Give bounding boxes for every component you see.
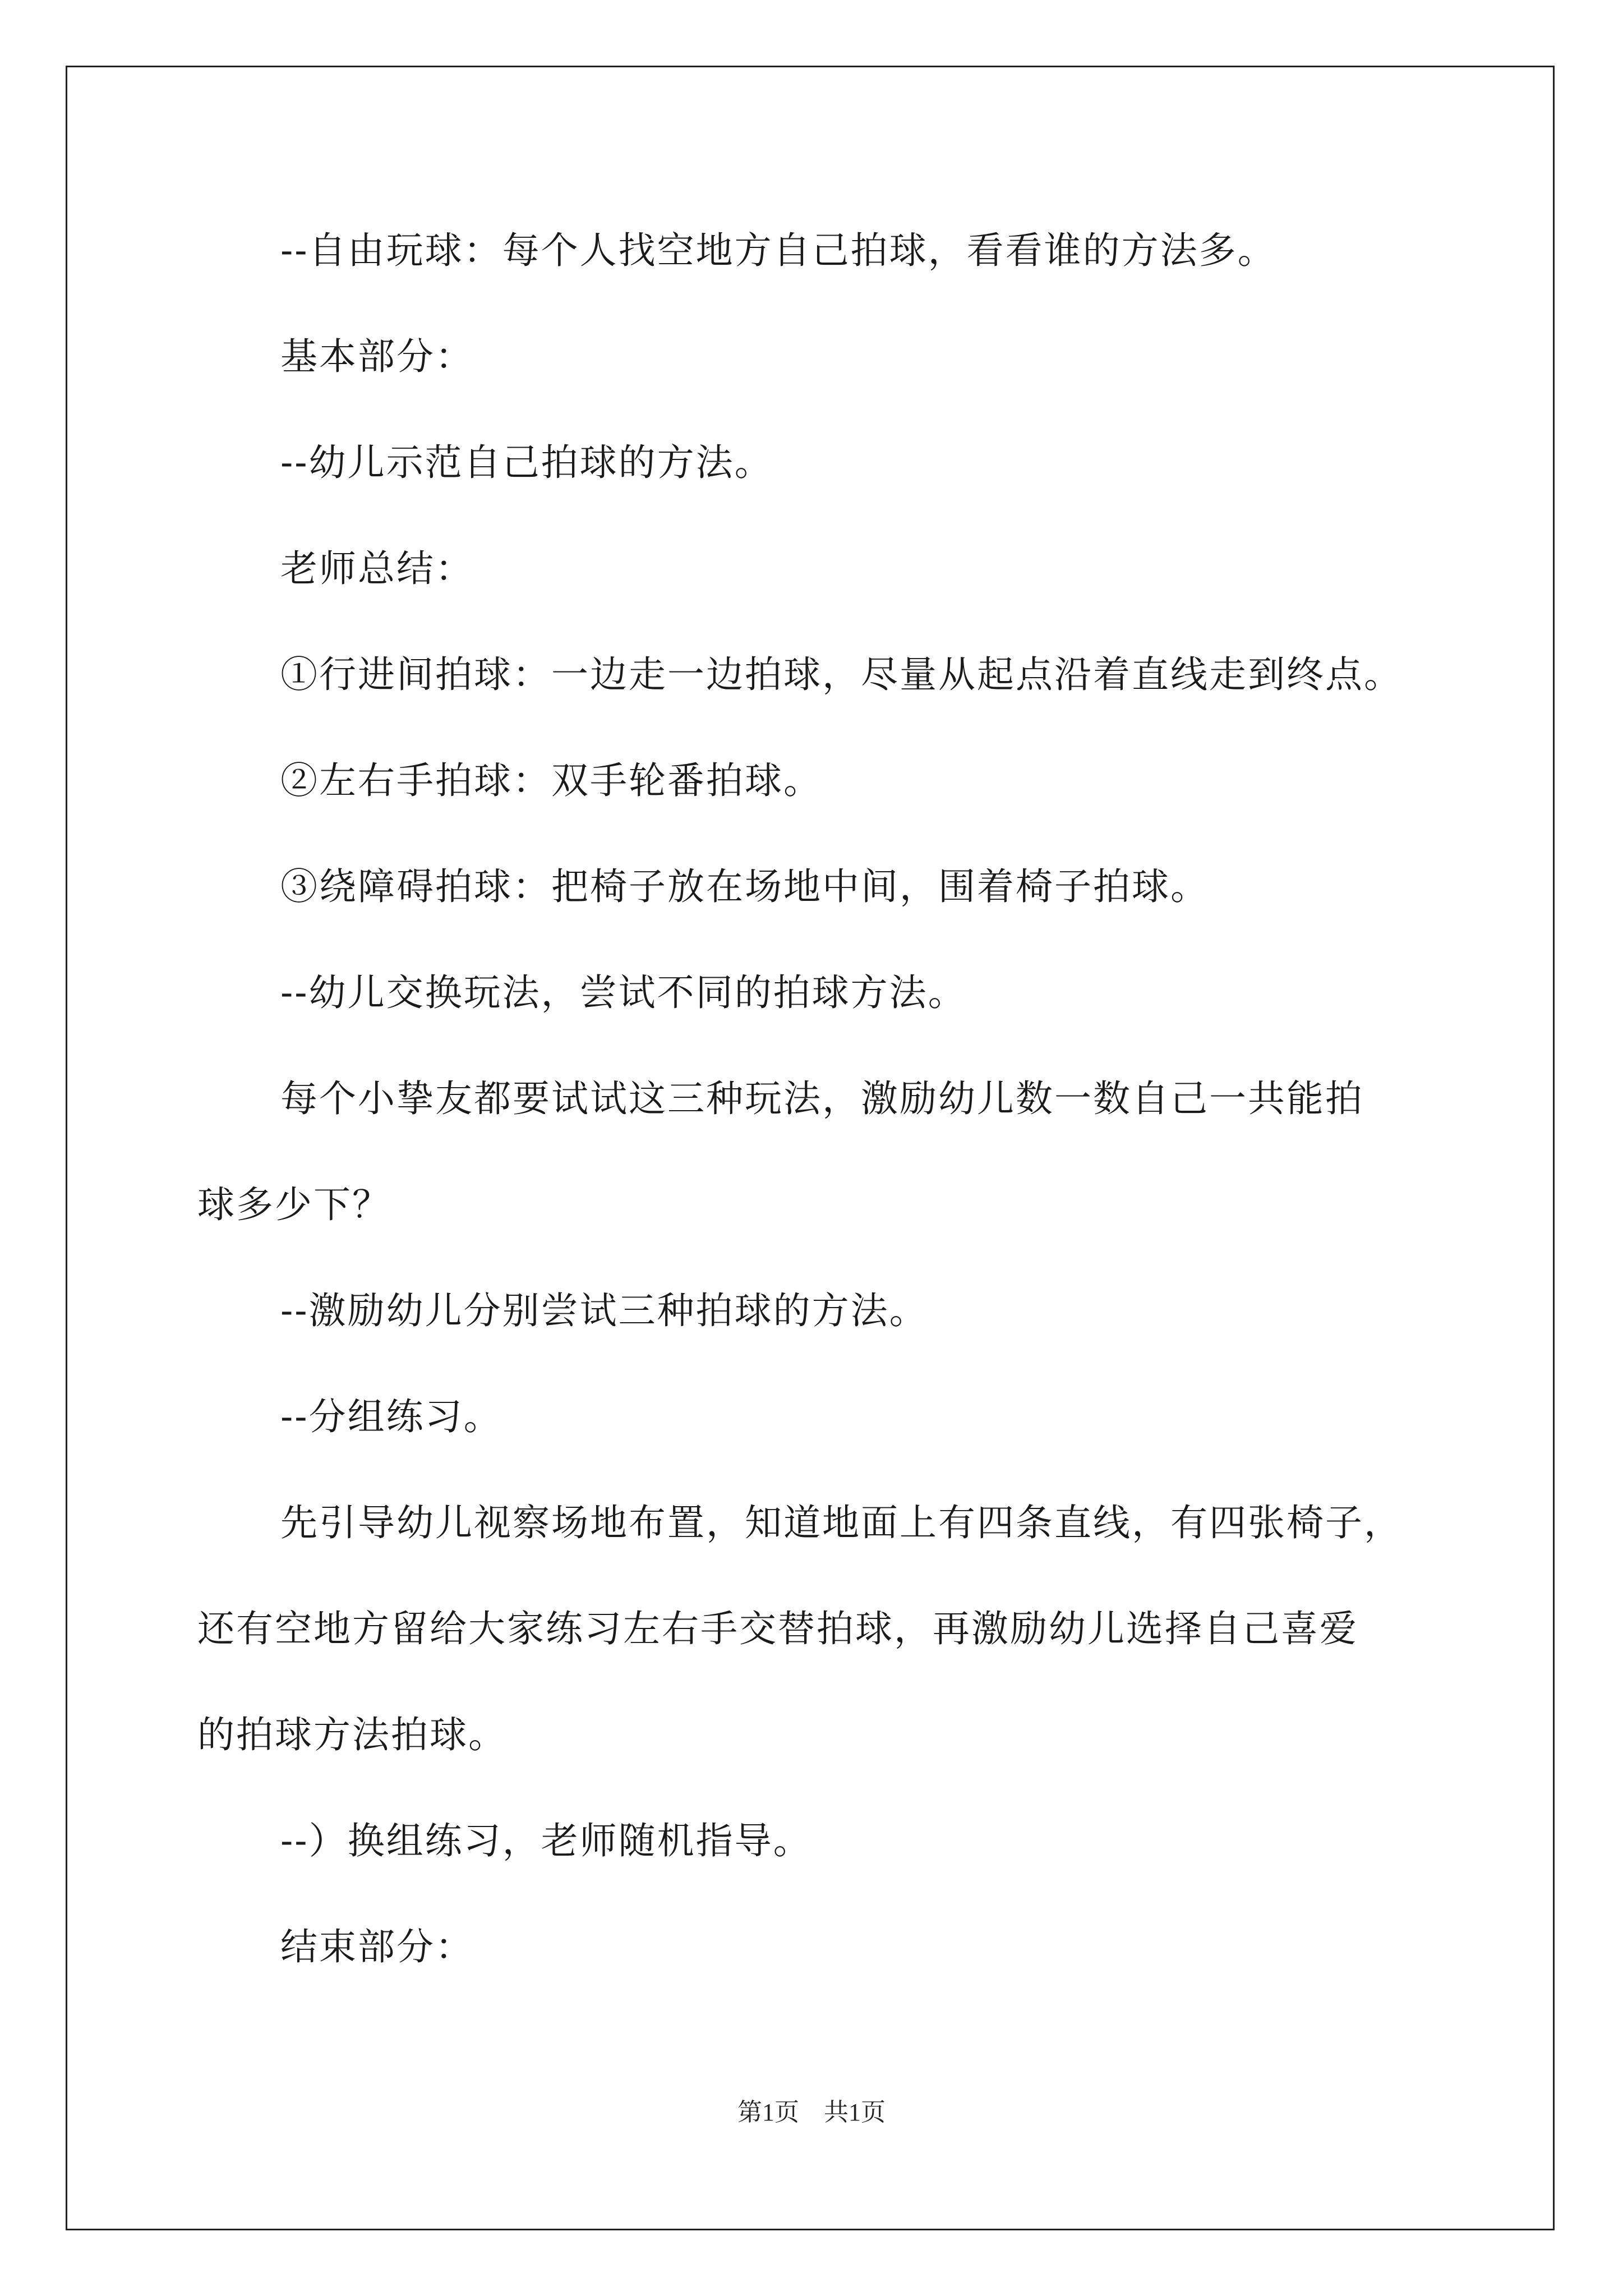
list-item: ①行进间拍球：一边走一边拍球，尽量从起点沿着直线走到终点。 [280,653,1403,696]
paragraph-line: 的拍球方法拍球。 [197,1713,507,1756]
paragraph-line: 还有空地方留给大家练习左右手交替拍球，再激励幼儿选择自己喜爱 [197,1607,1358,1650]
page-footer: 第1页 共1页 [737,2099,886,2126]
paragraph-line: --分组练习。 [280,1395,502,1438]
section-heading: 基本部分： [280,335,474,378]
list-item: ②左右手拍球：双手轮番拍球。 [280,759,822,802]
list-item: ③绕障碍拍球：把椅子放在场地中间，围着椅子拍球。 [280,865,1209,908]
paragraph-line: --幼儿示范自己拍球的方法。 [280,441,773,484]
paragraph-line: --激励幼儿分别尝试三种拍球的方法。 [280,1289,928,1332]
paragraph-line: 先引导幼儿视察场地布置，知道地面上有四条直线，有四张椅子， [280,1501,1403,1544]
paragraph-line: --自由玩球：每个人找空地方自己拍球，看看谁的方法多。 [280,229,1276,272]
section-heading: 结束部分： [280,1925,474,1968]
page-border [66,66,1555,2230]
section-heading: 老师总结： [280,547,474,590]
paragraph-line: 每个小挚友都要试试这三种玩法，激励幼儿数一数自己一共能拍 [280,1077,1364,1120]
paragraph-line: 球多少下？ [197,1183,391,1226]
paragraph-line: --）换组练习，老师随机指导。 [280,1819,812,1862]
paragraph-line: --幼儿交换玩法，尝试不同的拍球方法。 [280,971,967,1014]
